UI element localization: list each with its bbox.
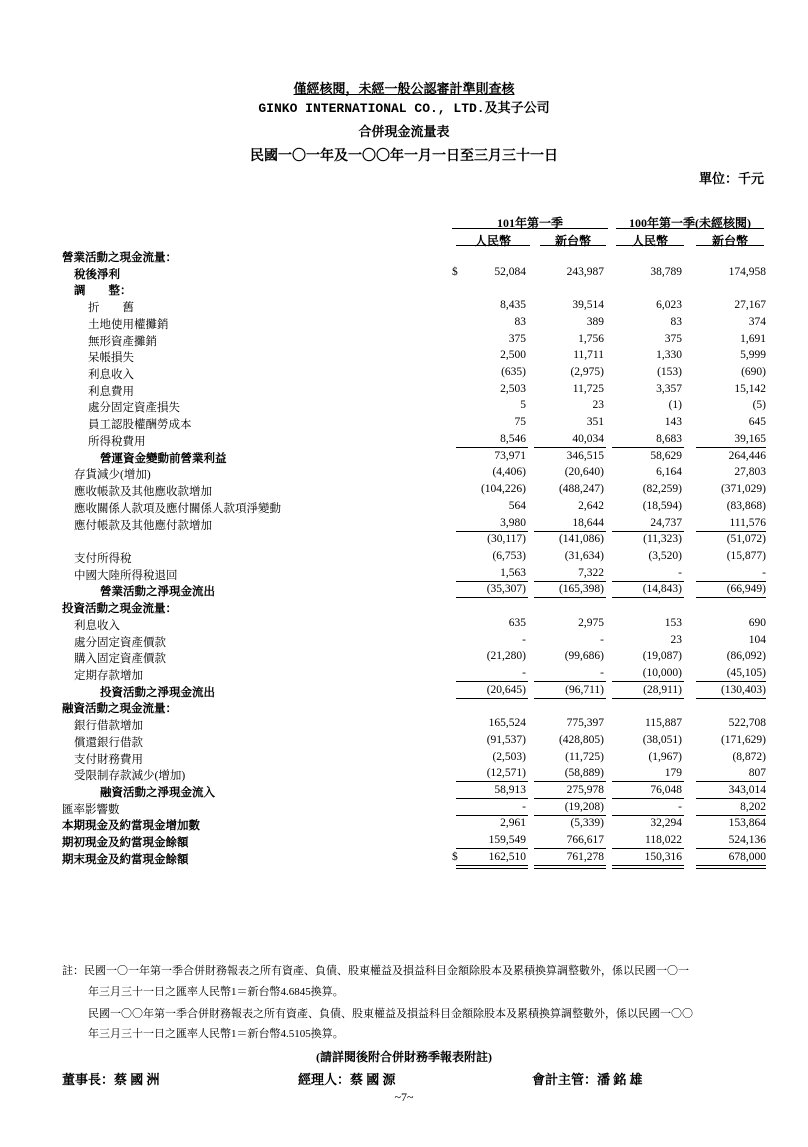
amount-cell: - bbox=[522, 633, 526, 646]
row-label: 員工認股權酬勞成本 bbox=[88, 419, 192, 432]
amount-cell: (1,967) bbox=[648, 750, 682, 763]
underline bbox=[696, 581, 766, 582]
row-label: 償還銀行借款 bbox=[74, 736, 143, 749]
amount-cell: 15,142 bbox=[734, 382, 766, 395]
amount-cell: 351 bbox=[586, 416, 604, 429]
row-label: 存貨減少(增加) bbox=[74, 469, 151, 482]
note-line: 民國一〇〇年第一季合併財務報表之所有資產、負債、股東權益及損益科目金額除股本及累積換算調整數外，係以民國一〇〇 bbox=[88, 1008, 693, 1020]
amount-cell: 645 bbox=[748, 416, 766, 429]
underline bbox=[534, 848, 606, 849]
table-row bbox=[0, 517, 808, 534]
company-name: GINKO INTERNATIONAL CO., LTD.及其子公司 bbox=[258, 101, 550, 116]
table-row bbox=[0, 399, 808, 416]
amount-cell: (14,843) bbox=[642, 583, 682, 596]
amount-cell: 389 bbox=[586, 315, 604, 328]
row-label: 融資活動之淨現金流入 bbox=[100, 787, 215, 800]
table-row bbox=[0, 282, 808, 299]
table-row bbox=[0, 734, 808, 751]
amount-cell: 2,500 bbox=[500, 349, 526, 362]
row-label: 利息費用 bbox=[88, 385, 134, 398]
table-row bbox=[0, 433, 808, 450]
underline bbox=[696, 597, 766, 598]
manager-signature: 經理人：蔡 國 源 bbox=[298, 1072, 396, 1087]
unit-label: 單位：千元 bbox=[698, 171, 764, 186]
amount-cell: (15,877) bbox=[726, 549, 766, 562]
amount-cell: 58,913 bbox=[494, 784, 526, 797]
underline bbox=[612, 681, 684, 682]
table-row bbox=[0, 249, 808, 266]
amount-cell: 76,048 bbox=[650, 784, 682, 797]
amount-cell: 143 bbox=[664, 416, 682, 429]
row-label: 銀行借款增加 bbox=[74, 720, 143, 733]
table-row bbox=[0, 583, 808, 600]
amount-cell: 524,136 bbox=[728, 834, 766, 847]
underline bbox=[534, 681, 606, 682]
underline bbox=[612, 447, 684, 448]
row-label: 所得稅費用 bbox=[88, 435, 146, 448]
amount-cell: (11,725) bbox=[565, 750, 604, 763]
underline bbox=[696, 781, 766, 782]
underline bbox=[456, 698, 528, 699]
amount-cell: (19,208) bbox=[564, 800, 604, 813]
underline bbox=[534, 447, 606, 448]
row-label: 調 整： bbox=[74, 285, 132, 298]
table-row bbox=[0, 717, 808, 734]
amount-cell: (45,105) bbox=[726, 667, 766, 679]
underline bbox=[534, 531, 606, 532]
underline bbox=[612, 798, 684, 799]
row-label: 無形資產攤銷 bbox=[88, 335, 157, 348]
table-row bbox=[0, 767, 808, 784]
amount-cell: 73,971 bbox=[494, 449, 526, 462]
col-header-rmb-2012: 人民幣 bbox=[456, 232, 530, 246]
underline bbox=[456, 681, 528, 682]
row-label: 應收帳款及其他應收款增加 bbox=[74, 486, 212, 499]
table-row bbox=[0, 299, 808, 316]
amount-cell: (20,645) bbox=[486, 683, 526, 696]
amount-cell: - bbox=[762, 566, 766, 579]
amount-cell: 761,278 bbox=[566, 850, 604, 863]
table-row bbox=[0, 617, 808, 634]
amount-cell: (104,226) bbox=[480, 483, 526, 496]
amount-cell: 3,980 bbox=[500, 516, 526, 529]
amount-cell: 6,164 bbox=[656, 466, 682, 479]
table-row bbox=[0, 634, 808, 651]
row-label: 應付帳款及其他應付款增加 bbox=[74, 519, 212, 532]
underline bbox=[456, 848, 528, 849]
amount-cell: 775,397 bbox=[566, 717, 604, 730]
amount-cell: 11,725 bbox=[572, 382, 604, 395]
row-label: 支付所得稅 bbox=[74, 552, 132, 565]
double-underline bbox=[612, 865, 684, 869]
row-label: 處分固定資產價款 bbox=[74, 636, 166, 649]
amount-cell: - bbox=[600, 633, 604, 646]
underline bbox=[534, 581, 606, 582]
amount-cell: 27,167 bbox=[734, 299, 766, 312]
double-underline bbox=[534, 865, 606, 869]
amount-cell: 75 bbox=[514, 416, 526, 429]
amount-cell: 150,316 bbox=[644, 850, 682, 863]
amount-cell: (2,975) bbox=[570, 366, 604, 379]
amount-cell: (38,051) bbox=[642, 733, 682, 746]
amount-cell: 275,978 bbox=[566, 784, 604, 797]
amount-cell: 23 bbox=[592, 399, 604, 412]
table-row bbox=[0, 817, 808, 834]
amount-cell: 38,789 bbox=[650, 265, 682, 278]
table-row bbox=[0, 450, 808, 467]
amount-cell: 32,294 bbox=[650, 817, 682, 830]
table-row bbox=[0, 751, 808, 768]
col-header-twd-2012: 新台幣 bbox=[540, 232, 606, 246]
underline bbox=[696, 681, 766, 682]
row-label: 折 舊 bbox=[88, 302, 134, 315]
table-row bbox=[0, 533, 808, 550]
amount-cell: (171,629) bbox=[720, 733, 766, 746]
amount-cell: 374 bbox=[748, 315, 766, 328]
amount-cell: 635 bbox=[508, 616, 526, 629]
table-row bbox=[0, 383, 808, 400]
amount-cell: 6,023 bbox=[656, 299, 682, 312]
table-row bbox=[0, 416, 808, 433]
underline bbox=[456, 815, 528, 816]
amount-cell: 2,961 bbox=[500, 817, 526, 830]
amount-cell: 1,691 bbox=[740, 332, 766, 345]
underline bbox=[696, 447, 766, 448]
underline bbox=[612, 781, 684, 782]
col-header-rmb-2011: 人民幣 bbox=[616, 232, 684, 246]
amount-cell: 52,084 bbox=[494, 265, 526, 278]
amount-cell: 162,510 bbox=[488, 850, 526, 863]
amount-cell: (30,117) bbox=[487, 533, 526, 546]
amount-cell: (488,247) bbox=[558, 483, 604, 496]
amount-cell: (3,520) bbox=[648, 549, 682, 562]
underline bbox=[456, 781, 528, 782]
amount-cell: (4,406) bbox=[492, 466, 526, 479]
amount-cell: (12,571) bbox=[486, 767, 526, 780]
table-row bbox=[0, 650, 808, 667]
amount-cell: 243,987 bbox=[566, 265, 604, 278]
statement-title: 合併現金流量表 bbox=[358, 124, 450, 139]
underline bbox=[456, 581, 528, 582]
amount-cell: 39,165 bbox=[734, 432, 766, 445]
amount-cell: 24,737 bbox=[650, 516, 682, 529]
amount-cell: (86,092) bbox=[726, 650, 766, 663]
amount-cell: 8,435 bbox=[500, 299, 526, 312]
row-label: 購入固定資產價款 bbox=[74, 653, 166, 666]
underline bbox=[696, 698, 766, 699]
amount-cell: 522,708 bbox=[728, 717, 766, 730]
row-label: 土地使用權攤銷 bbox=[88, 318, 169, 331]
amount-cell: 83 bbox=[670, 315, 682, 328]
amount-cell: (371,029) bbox=[720, 483, 766, 496]
amount-cell: 346,515 bbox=[566, 449, 604, 462]
amount-cell: 2,642 bbox=[578, 499, 604, 512]
amount-cell: 807 bbox=[748, 767, 766, 780]
amount-cell: 678,000 bbox=[728, 850, 766, 863]
amount-cell: 1,756 bbox=[578, 332, 604, 345]
amount-cell: 564 bbox=[508, 499, 526, 512]
amount-cell: 1,330 bbox=[656, 349, 682, 362]
table-row bbox=[0, 684, 808, 701]
column-group-2011q1: 100年第一季(未經核閱) bbox=[616, 214, 764, 229]
amount-cell: (141,086) bbox=[558, 533, 604, 546]
amount-cell: - bbox=[522, 800, 526, 813]
amount-cell: (20,640) bbox=[564, 466, 604, 479]
row-label: 營業活動之淨現金流出 bbox=[100, 586, 215, 599]
notes-reference: (請詳閱後附合併財務季報表附註) bbox=[316, 1050, 492, 1064]
note-line: 年三月三十一日之匯率人民幣1＝新台幣4.6845換算。 bbox=[88, 986, 344, 998]
underline bbox=[456, 447, 528, 448]
amount-cell: (91,537) bbox=[486, 733, 526, 746]
amount-cell: (153) bbox=[657, 366, 682, 379]
note-line: 註：民國一〇一年第一季合併財務報表之所有資產、負債、股東權益及損益科目金額除股本及累積換算調整數外，係以民國一〇一 bbox=[62, 965, 689, 977]
amount-cell: (96,711) bbox=[565, 683, 604, 696]
amount-cell: (1) bbox=[668, 399, 682, 412]
amount-cell: 8,202 bbox=[740, 800, 766, 813]
amount-cell: 264,446 bbox=[728, 449, 766, 462]
amount-cell: (18,594) bbox=[642, 499, 682, 512]
amount-cell: 690 bbox=[748, 616, 766, 629]
chairman-signature: 董事長：蔡 國 洲 bbox=[62, 1072, 160, 1087]
amount-cell: 165,524 bbox=[488, 717, 526, 730]
currency-symbol: $ bbox=[452, 850, 458, 863]
amount-cell: 23 bbox=[670, 633, 682, 646]
amount-cell: (83,868) bbox=[726, 499, 766, 512]
amount-cell: 375 bbox=[664, 332, 682, 345]
table-row bbox=[0, 801, 808, 818]
amount-cell: - bbox=[522, 667, 526, 679]
row-label: 定期存款增加 bbox=[74, 670, 143, 682]
amount-cell: 375 bbox=[508, 332, 526, 345]
row-label: 投資活動之現金流量： bbox=[62, 603, 177, 616]
amount-cell: 766,617 bbox=[566, 834, 604, 847]
amount-cell: (99,686) bbox=[564, 650, 604, 663]
table-row bbox=[0, 700, 808, 717]
amount-cell: (31,634) bbox=[564, 549, 604, 562]
amount-cell: 153,864 bbox=[728, 817, 766, 830]
table-row bbox=[0, 366, 808, 383]
table-row bbox=[0, 349, 808, 366]
amount-cell: 3,357 bbox=[656, 382, 682, 395]
row-label: 利息收入 bbox=[88, 369, 134, 382]
amount-cell: 1,563 bbox=[500, 566, 526, 579]
amount-cell: 343,014 bbox=[728, 784, 766, 797]
amount-cell: 153 bbox=[664, 616, 682, 629]
row-label: 本期現金及約當現金增加數 bbox=[62, 820, 200, 833]
underline bbox=[534, 781, 606, 782]
underline bbox=[456, 531, 528, 532]
underline bbox=[612, 815, 684, 816]
table-row bbox=[0, 266, 808, 283]
row-label: 期初現金及約當現金餘額 bbox=[62, 837, 189, 850]
underline bbox=[612, 597, 684, 598]
amount-cell: (58,889) bbox=[564, 767, 604, 780]
amount-cell: 104 bbox=[748, 633, 766, 646]
amount-cell: (428,805) bbox=[558, 733, 604, 746]
table-row bbox=[0, 333, 808, 350]
amount-cell: (66,949) bbox=[726, 583, 766, 596]
amount-cell: (51,072) bbox=[726, 533, 766, 546]
row-label: 支付財務費用 bbox=[74, 753, 143, 766]
amount-cell: 115,887 bbox=[645, 717, 682, 730]
underline bbox=[534, 698, 606, 699]
table-row bbox=[0, 567, 808, 584]
amount-cell: (11,323) bbox=[643, 533, 682, 546]
amount-cell: - bbox=[678, 800, 682, 813]
underline bbox=[534, 815, 606, 816]
note-line: 年三月三十一日之匯率人民幣1＝新台幣4.5105換算。 bbox=[88, 1028, 344, 1040]
col-header-twd-2011: 新台幣 bbox=[696, 232, 764, 246]
underline bbox=[612, 531, 684, 532]
underline bbox=[456, 597, 528, 598]
underline bbox=[456, 798, 528, 799]
amount-cell: 39,514 bbox=[572, 299, 604, 312]
row-label: 應收關係人款項及應付關係人款項淨變動 bbox=[74, 502, 281, 515]
amount-cell: (21,280) bbox=[486, 650, 526, 663]
review-note: 僅經核閱，未經一般公認審計準則查核 bbox=[293, 81, 515, 96]
amount-cell: 2,975 bbox=[578, 616, 604, 629]
row-label: 融資活動之現金流量： bbox=[62, 703, 177, 716]
underline bbox=[534, 798, 606, 799]
row-label: 利息收入 bbox=[74, 619, 120, 632]
amount-cell: 8,546 bbox=[500, 432, 526, 445]
table-row bbox=[0, 600, 808, 617]
accountant-signature: 會計主管：潘 銘 雄 bbox=[532, 1072, 643, 1087]
table-row bbox=[0, 550, 808, 567]
row-label: 營運資金變動前營業利益 bbox=[100, 452, 227, 465]
amount-cell: (690) bbox=[741, 366, 766, 379]
table-row bbox=[0, 483, 808, 500]
amount-cell: 174,958 bbox=[728, 265, 766, 278]
amount-cell: 8,683 bbox=[656, 432, 682, 445]
row-label: 處分固定資產損失 bbox=[88, 402, 180, 415]
table-row bbox=[0, 784, 808, 801]
amount-cell: 18,644 bbox=[572, 516, 604, 529]
amount-cell: (5) bbox=[752, 399, 766, 412]
amount-cell: 111,576 bbox=[729, 516, 766, 529]
underline bbox=[696, 815, 766, 816]
amount-cell: (2,503) bbox=[492, 750, 526, 763]
page-number: ~7~ bbox=[394, 1090, 414, 1104]
amount-cell: (28,911) bbox=[643, 683, 682, 696]
row-label: 稅後淨利 bbox=[74, 268, 120, 281]
amount-cell: 83 bbox=[514, 315, 526, 328]
table-row bbox=[0, 466, 808, 483]
amount-cell: 58,629 bbox=[650, 449, 682, 462]
amount-cell: (8,872) bbox=[732, 750, 766, 763]
underline bbox=[534, 597, 606, 598]
row-label: 呆帳損失 bbox=[88, 352, 134, 365]
currency-symbol: $ bbox=[452, 265, 458, 278]
amount-cell: 40,034 bbox=[572, 432, 604, 445]
amount-cell: 118,022 bbox=[645, 834, 682, 847]
amount-cell: (10,000) bbox=[642, 667, 682, 679]
table-row bbox=[0, 834, 808, 851]
amount-cell: (6,753) bbox=[492, 549, 526, 562]
amount-cell: 27,803 bbox=[734, 466, 766, 479]
underline bbox=[696, 798, 766, 799]
amount-cell: 5,999 bbox=[740, 349, 766, 362]
row-label: 營業活動之現金流量： bbox=[62, 252, 177, 264]
amount-cell: 159,549 bbox=[488, 834, 526, 847]
row-label: 投資活動之淨現金流出 bbox=[100, 686, 215, 699]
row-label: 受限制存款減少(增加) bbox=[74, 770, 186, 783]
amount-cell: (5,339) bbox=[570, 817, 604, 830]
amount-cell: - bbox=[600, 667, 604, 679]
row-label: 期末現金及約當現金餘額 bbox=[62, 853, 189, 866]
amount-cell: (82,259) bbox=[642, 483, 682, 496]
row-label: 匯率影響數 bbox=[62, 803, 120, 816]
amount-cell: 11,711 bbox=[573, 349, 604, 362]
amount-cell: (19,087) bbox=[642, 650, 682, 663]
amount-cell: (130,403) bbox=[720, 683, 766, 696]
amount-cell: (635) bbox=[501, 366, 526, 379]
amount-cell: (35,307) bbox=[486, 583, 526, 596]
double-underline bbox=[456, 865, 528, 869]
underline bbox=[612, 848, 684, 849]
double-underline bbox=[696, 865, 766, 869]
underline bbox=[696, 848, 766, 849]
underline bbox=[612, 581, 684, 582]
underline bbox=[696, 531, 766, 532]
statement-period: 民國一〇一年及一〇〇年一月一日至三月三十一日 bbox=[250, 149, 558, 164]
row-label: 中國大陸所得稅退回 bbox=[74, 569, 178, 582]
underline bbox=[612, 698, 684, 699]
amount-cell: 179 bbox=[664, 767, 682, 780]
amount-cell: 2,503 bbox=[500, 382, 526, 395]
table-row bbox=[0, 851, 808, 868]
amount-cell: 7,322 bbox=[578, 566, 604, 579]
table-row bbox=[0, 500, 808, 517]
table-row bbox=[0, 316, 808, 333]
amount-cell: 5 bbox=[520, 399, 526, 412]
table-row bbox=[0, 667, 808, 684]
column-group-2012q1: 101年第一季 bbox=[452, 214, 608, 229]
amount-cell: - bbox=[678, 566, 682, 579]
amount-cell: (165,398) bbox=[558, 583, 604, 596]
